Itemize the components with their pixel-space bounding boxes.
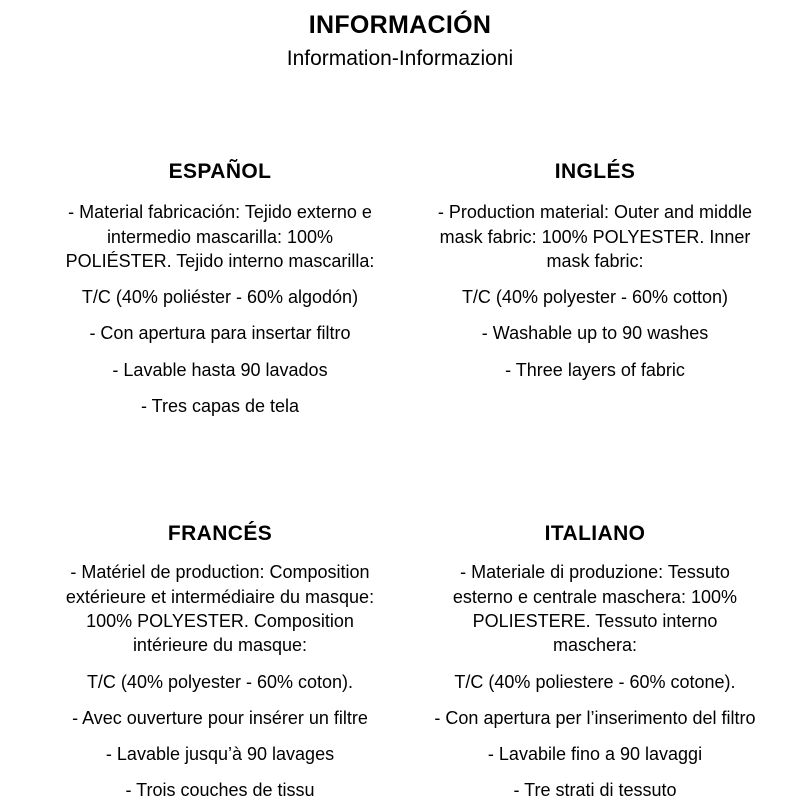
info-line: T/C (40% polyester - 60% coton).: [86, 671, 354, 692]
section-body-italian: [430, 560, 760, 802]
info-line: - Three layers of fabric: [505, 359, 685, 380]
info-line: - Tre strati di tessuto: [513, 780, 677, 801]
info-line: - Materiale di produzione: Tessuto esterno e centrale maschera: 100% POLIESTERE. Tessuto interno maschera:: [452, 562, 738, 656]
page-subtitle: Information-Informazioni: [286, 47, 514, 70]
section-title-spanish: ESPAÑOL: [168, 160, 272, 184]
section-title-english: INGLÉS: [554, 160, 636, 184]
info-line: T/C (40% polyester - 60% cotton): [461, 287, 729, 308]
section-body-french: [60, 560, 380, 802]
row-spacer: [430, 418, 760, 522]
info-line: - Con apertura para insertar filtro: [89, 323, 351, 344]
section-title-french: FRANCÉS: [167, 522, 273, 546]
info-line: - Tres capas de tela: [140, 396, 300, 417]
page-title: INFORMACIÓN: [308, 11, 492, 39]
info-line: - Con apertura per l’inserimento del filtro: [434, 707, 756, 728]
section-english: [400, 160, 800, 418]
info-line: - Avec ouverture pour insérer un filtre: [72, 707, 368, 728]
section-french: [0, 418, 400, 802]
section-title-italian: ITALIANO: [544, 522, 646, 546]
info-line: T/C (40% poliéster - 60% algodón): [81, 287, 359, 308]
section-body-spanish: [60, 200, 380, 418]
language-sections-grid: [0, 160, 800, 802]
info-line: - Material fabricación: Tejido externo e intermedio mascarilla: 100% POLIÉSTER. Tejido interno mascarilla:: [65, 202, 375, 271]
info-line: - Matériel de production: Composition extérieure et intermédiaire du masque: 100% POLYESTER. Composition intérieure du masque:: [65, 562, 375, 656]
section-body-english: [430, 200, 760, 382]
row-spacer: [60, 418, 380, 522]
info-line: - Lavable hasta 90 lavados: [112, 359, 328, 380]
info-line: - Trois couches de tissu: [125, 780, 315, 801]
document-header: [0, 0, 800, 72]
info-line: T/C (40% poliestere - 60% cotone).: [454, 671, 736, 692]
info-line: - Washable up to 90 washes: [481, 323, 709, 344]
section-italian: [400, 418, 800, 802]
info-line: - Lavabile fino a 90 lavaggi: [487, 744, 703, 765]
info-line: - Lavable jusqu’à 90 lavages: [105, 744, 335, 765]
section-spanish: [0, 160, 400, 418]
info-line: - Production material: Outer and middle mask fabric: 100% POLYESTER. Inner mask fabric:: [437, 202, 753, 271]
